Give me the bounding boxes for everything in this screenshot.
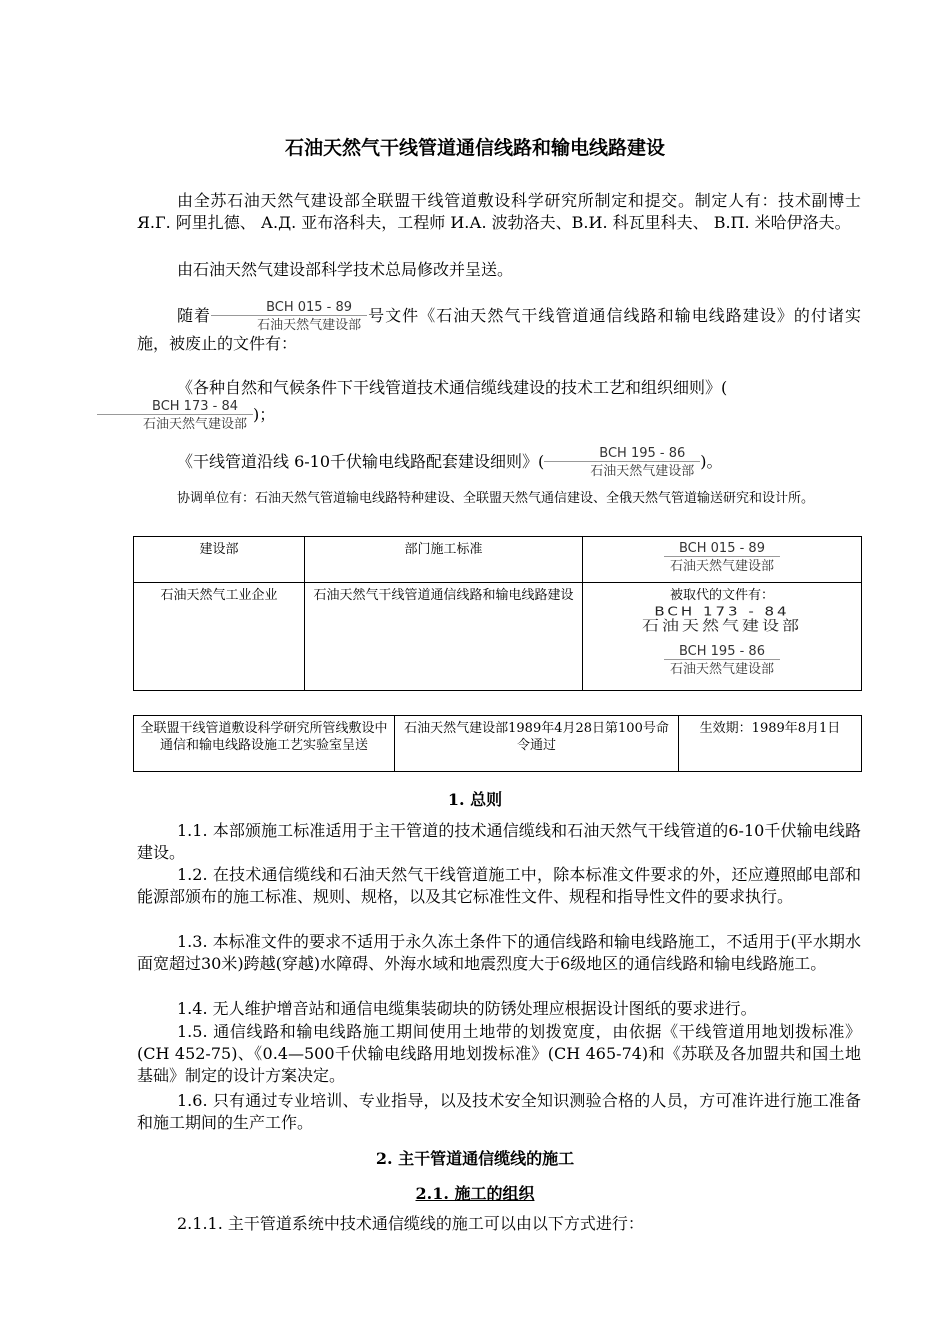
fraction-numerator: BCH 173 - 84 xyxy=(152,399,238,414)
section-1-heading: 1. 总则 xyxy=(447,790,503,809)
repealed-document-2 xyxy=(137,446,861,479)
repealed-prefix: 随着 xyxy=(177,306,212,325)
superseded-numerator: BCH 173 - 84 xyxy=(654,604,790,619)
superseded-denominator: 石油天然气建设部 xyxy=(642,617,802,635)
superseded-bch-173 xyxy=(589,604,855,636)
fraction-numerator: BCH 015 - 89 xyxy=(266,300,353,315)
repealed-document-2-text: 《干线管道沿线 6-10千伏输电线路配套建设细则》( xyxy=(177,452,545,471)
standard-number-cell xyxy=(583,537,862,583)
submitted-by-cell: 全联盟干线管道敷设科学研究所管线敷设中通信和输电线路设施工艺实验室呈送 xyxy=(134,716,395,772)
coordinating-units: 协调单位有：石油天然气管道输电线路特种建设、全联盟天然气通信建设、全俄天然气管道输送研究和设计所。 xyxy=(177,491,815,506)
clause-1-6: 1.6. 只有通过专业培训、专业指导，以及技术安全知识测验合格的人员，方可准许进行施工准备和施工期间的生产工作。 xyxy=(137,1091,861,1132)
superseded-documents-cell xyxy=(583,583,862,691)
clause-1-2: 1.2. 在技术通信缆线和石油天然气干线管道施工中，除本标准文件要求的外，还应遵照邮电部和能源部颁布的施工标准、规则、规格，以及其它标准性文件、规程和指导性文件的要求执行。 xyxy=(137,865,861,906)
clause-1-4: 1.4. 无人维护增音站和通信电缆集装砌块的防锈处理应根据设计图纸的要求进行。 xyxy=(177,999,757,1018)
fraction-bch-173 xyxy=(97,399,253,432)
intro-paragraph-repealed xyxy=(137,300,861,355)
repealed-document-1-text: 《各种自然和气候条件下干线管道技术通信缆线建设的技术工艺和组织细则》( xyxy=(177,378,728,397)
clause-1-5: 1.5. 通信线路和输电线路施工期间使用土地带的划拨宽度，由依据《干线管道用地划拨标准》(CH 452-75)、《0.4—500千伏输电线路用地划拨标准》(CH 465-74)和《苏联及各加盟共和国土地基础》制定的设计方案决定。 xyxy=(137,1022,861,1085)
effective-date-cell: 生效期：1989年8月1日 xyxy=(679,716,862,772)
standard-info-table xyxy=(133,536,862,691)
clause-2-1-1: 2.1.1. 主干管道系统中技术通信缆线的施工可以由以下方式进行： xyxy=(177,1214,644,1233)
clause-1-1: 1.1. 本部颁施工标准适用于主干管道的技术通信缆线和石油天然气干线管道的6-10千伏输电线路建设。 xyxy=(137,821,861,862)
clause-1-3: 1.3. 本标准文件的要求不适用于永久冻土条件下的通信线路和输电线路施工，不适用于(平水期水面宽超过30米)跨越(穿越)水障碍、外海水域和地震烈度大于6级地区的通信线路和输电线路施工。 xyxy=(137,932,861,973)
intro-paragraph-authors: 由全苏石油天然气建设部全联盟干线管道敷设科学研究所制定和提交。制定人有：技术副博士Я.Г. 阿里扎德、 А.Д. 亚布洛科夫，工程师 И.А. 波勃洛夫、В.И. 科瓦里科夫、 В.П. 米哈伊洛夫。 xyxy=(137,191,861,232)
repealed-document-1 xyxy=(137,377,861,432)
repealed-document-1-end: )； xyxy=(253,405,276,424)
fraction-denominator: 石油天然气建设部 xyxy=(664,659,780,677)
fraction-numerator: BCH 195 - 86 xyxy=(599,446,686,461)
standard-name-cell: 石油天然气干线管道通信线路和输电线路建设 xyxy=(305,583,583,691)
repealed-suffix: 号文件《石油天然气干线管道通信线路和输电线路建设》的付诸实施，被废止的文件有： xyxy=(137,306,861,353)
fraction-bch-195 xyxy=(544,446,700,479)
industry-cell: 石油天然气工业企业 xyxy=(134,583,305,691)
superseded-label: 被取代的文件有： xyxy=(669,588,774,603)
fraction-denominator: 石油天然气建设部 xyxy=(664,556,780,574)
intro-paragraph-submitted: 由石油天然气建设部科学技术总局修改并呈送。 xyxy=(177,260,514,279)
fraction-bch-195 xyxy=(664,644,780,677)
section-2-heading: 2. 主干管道通信缆线的施工 xyxy=(375,1149,575,1168)
fraction-denominator: 石油天然气建设部 xyxy=(211,315,367,333)
fraction-numerator: BCH 015 - 89 xyxy=(678,541,765,556)
document-title: 石油天然气干线管道通信线路和输电线路建设 xyxy=(284,137,665,159)
section-2-1-heading: 2.1. 施工的组织 xyxy=(415,1184,535,1203)
fraction-numerator: BCH 195 - 86 xyxy=(678,644,765,659)
repealed-document-2-end: )。 xyxy=(700,452,723,471)
approval-table xyxy=(133,715,862,772)
standard-type-cell: 部门施工标准 xyxy=(305,537,583,583)
fraction-bch-015 xyxy=(211,300,367,333)
ministry-header-cell: 建设部 xyxy=(134,537,305,583)
approved-by-cell: 石油天然气建设部1989年4月28日第100号命令通过 xyxy=(395,716,679,772)
fraction-bch-015 xyxy=(664,541,780,574)
fraction-denominator: 石油天然气建设部 xyxy=(544,461,700,479)
fraction-denominator: 石油天然气建设部 xyxy=(97,414,253,432)
